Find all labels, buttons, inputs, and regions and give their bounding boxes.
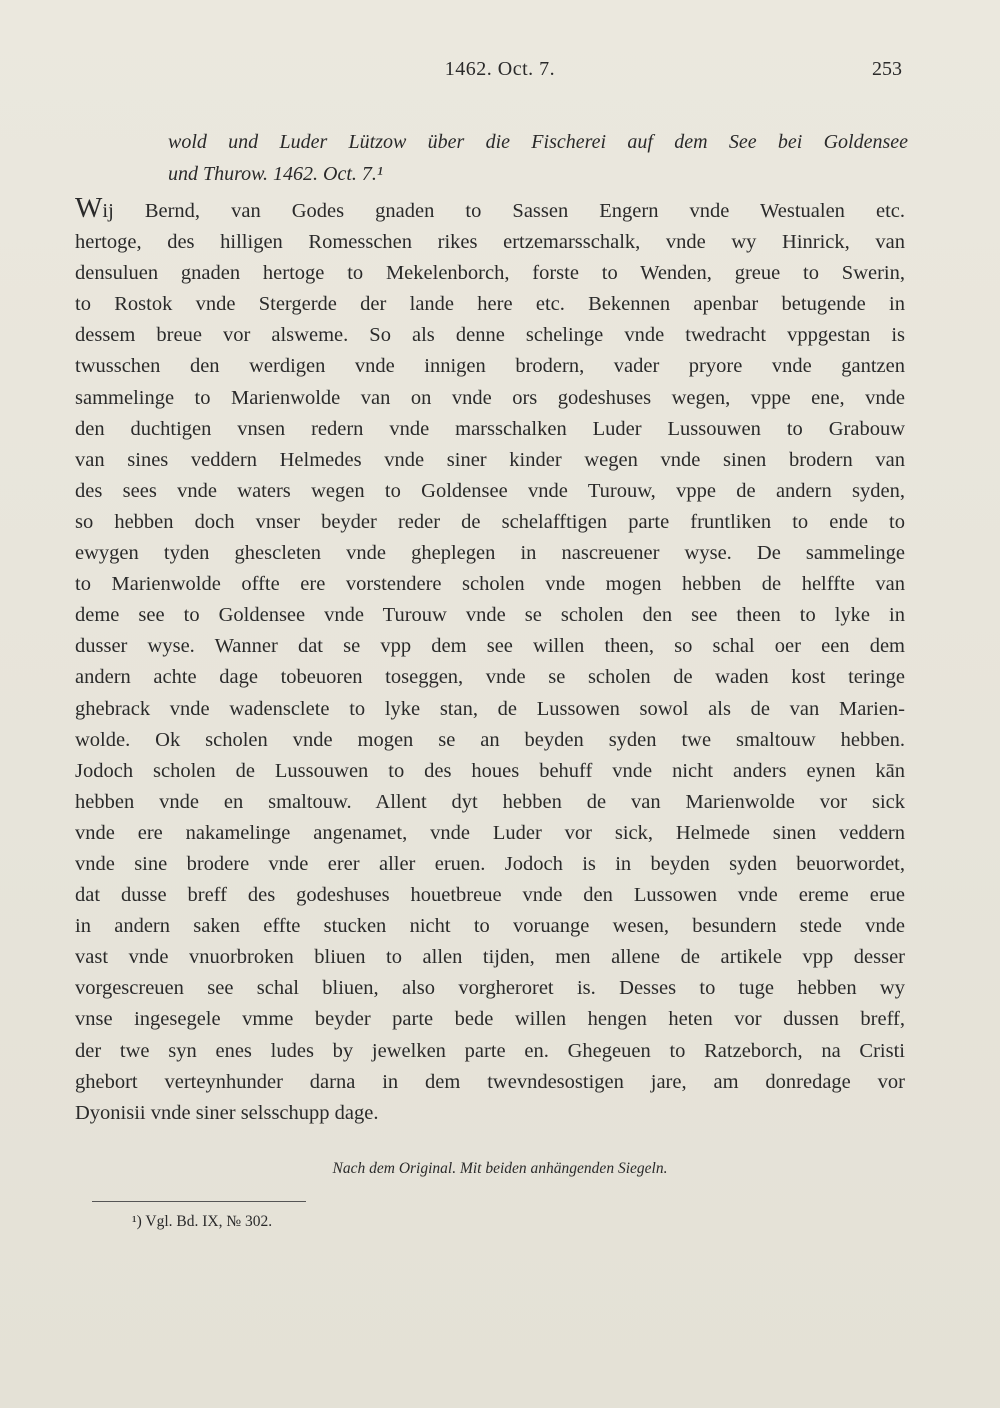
body-line-text: to Rostok vnde Stergerde der lande here etc. Bekennen apenbar betugende in	[75, 293, 905, 316]
body-line	[75, 192, 905, 227]
body-line	[75, 880, 905, 911]
body-line	[75, 756, 905, 787]
body-line-text: vorgescreuen see schal bliuen, also vorgheroret is. Desses to tuge hebben wy	[75, 977, 905, 1000]
body-line	[75, 973, 905, 1004]
body-line-text: hertoge, des hilligen Romesschen rikes ertzemarsschalk, vnde wy Hinrick, van	[75, 231, 905, 254]
body-line-text: ij Bernd, van Godes gnaden to Sassen Engern vnde Westualen etc.	[102, 200, 905, 222]
body-line	[75, 258, 905, 289]
body-line-text: der twe syn enes ludes by jewelken parte en. Ghegeuen to Ratzeborch, na Cristi	[75, 1039, 905, 1062]
footnote-divider	[92, 1201, 306, 1202]
source-note: Nach dem Original. Mit beiden anhängenden Siegeln.	[332, 1160, 668, 1177]
body-line-text: sammelinge to Marienwolde van on vnde ors godeshuses wegen, vppe ene, vnde	[75, 386, 905, 409]
body-line-text: hebben vnde en smaltouw. Allent dyt hebben de van Marienwolde vor sick	[75, 790, 905, 813]
document-body	[75, 192, 905, 1129]
body-line	[75, 818, 905, 849]
body-line	[75, 414, 905, 445]
body-line	[75, 227, 905, 258]
body-line-text: andern achte dage tobeuoren toseggen, vnde se scholen de waden kost teringe	[75, 666, 905, 689]
body-line	[75, 507, 905, 538]
body-line	[75, 911, 905, 942]
body-line-text: deme see to Goldensee vnde Turouw vnde se scholen den see theen to lyke in	[75, 604, 905, 627]
body-line-text: so hebben doch vnser beyder reder de schelafftigen parte fruntliken to ende to	[75, 510, 905, 533]
page-header	[0, 58, 1000, 88]
initial-letter: W	[75, 192, 103, 224]
running-title: 1462. Oct. 7.	[444, 58, 556, 80]
body-line-text: densuluen gnaden hertoge to Mekelenborch, forste to Wenden, greue to Swerin,	[75, 262, 905, 285]
body-line	[75, 1067, 905, 1098]
body-line	[75, 694, 905, 725]
body-line	[75, 351, 905, 382]
body-line	[75, 631, 905, 662]
body-line	[75, 942, 905, 973]
body-line	[75, 538, 905, 569]
body-line	[75, 1036, 905, 1067]
page-number: 253	[872, 58, 902, 80]
body-line-text: vast vnde vnuorbroken bliuen to allen tijden, men allene de artikele vpp desser	[75, 946, 905, 969]
body-line-text: ewygen tyden ghescleten vnde gheplegen in nascreuener wyse. De sammelinge	[75, 542, 905, 565]
body-line-text: twusschen den werdigen vnde innigen brodern, vader pryore vnde gantzen	[75, 355, 905, 378]
footnote: ¹) Vgl. Bd. IX, № 302.	[132, 1213, 273, 1230]
body-line-text: wolde. Ok scholen vnde mogen se an beyden syden twe smaltouw hebben.	[75, 728, 905, 751]
document-subtitle	[168, 126, 908, 190]
body-line-text: vnde ere nakamelinge angenamet, vnde Luder vor sick, Helmede sinen veddern	[75, 821, 905, 844]
body-line-text: vnse ingesegele vmme beyder parte bede willen hengen heten vor dussen breff,	[75, 1008, 905, 1031]
body-line-text: Dyonisii vnde siner selsschupp dage.	[75, 1101, 379, 1124]
body-line	[75, 787, 905, 818]
body-line-text: ghebrack vnde wadensclete to lyke stan, de Lussowen sowol als de van Marien-	[75, 697, 905, 720]
body-line-text: in andern saken effte stucken nicht to voruange wesen, besundern stede vnde	[75, 915, 905, 938]
subtitle-line-1: wold und Luder Lützow über die Fischerei auf dem See bei Goldensee	[168, 131, 908, 153]
body-line	[75, 662, 905, 693]
body-line-text: van sines veddern Helmedes vnde siner kinder wegen vnde sinen brodern van	[75, 448, 905, 471]
body-line	[75, 383, 905, 414]
body-line-text: dessem breue vor alsweme. So als denne schelinge vnde twedracht vppgestan is	[75, 324, 905, 347]
body-line	[75, 849, 905, 880]
body-line	[75, 600, 905, 631]
body-line	[75, 1098, 905, 1129]
body-line	[75, 725, 905, 756]
body-line	[75, 289, 905, 320]
body-line	[75, 476, 905, 507]
body-line-text: ghebort verteynhunder darna in dem twevndesostigen jare, am donredage vor	[75, 1070, 905, 1093]
body-line-text: dat dusse breff des godeshuses houetbreue vnde den Lussowen vnde ereme erue	[75, 884, 905, 907]
body-line-text: den duchtigen vnsen redern vnde marsschalken Luder Lussouwen to Grabouw	[75, 417, 905, 440]
body-line-text: Jodoch scholen de Lussouwen to des houes behuff vnde nicht anders eynen kān	[75, 759, 905, 782]
body-line	[75, 569, 905, 600]
body-line-text: to Marienwolde offte ere vorstendere scholen vnde mogen hebben de helffte van	[75, 573, 905, 596]
body-line	[75, 1004, 905, 1035]
body-line-text: vnde sine brodere vnde erer aller eruen. Jodoch is in beyden syden beuorwordet,	[75, 852, 905, 875]
body-line	[75, 320, 905, 351]
body-line-text: des sees vnde waters wegen to Goldensee vnde Turouw, vppe de andern syden,	[75, 479, 905, 502]
body-line-text: dusser wyse. Wanner dat se vpp dem see willen theen, so schal oer een dem	[75, 635, 905, 658]
subtitle-line-2: und Thurow. 1462. Oct. 7.¹	[168, 163, 383, 185]
body-line	[75, 445, 905, 476]
